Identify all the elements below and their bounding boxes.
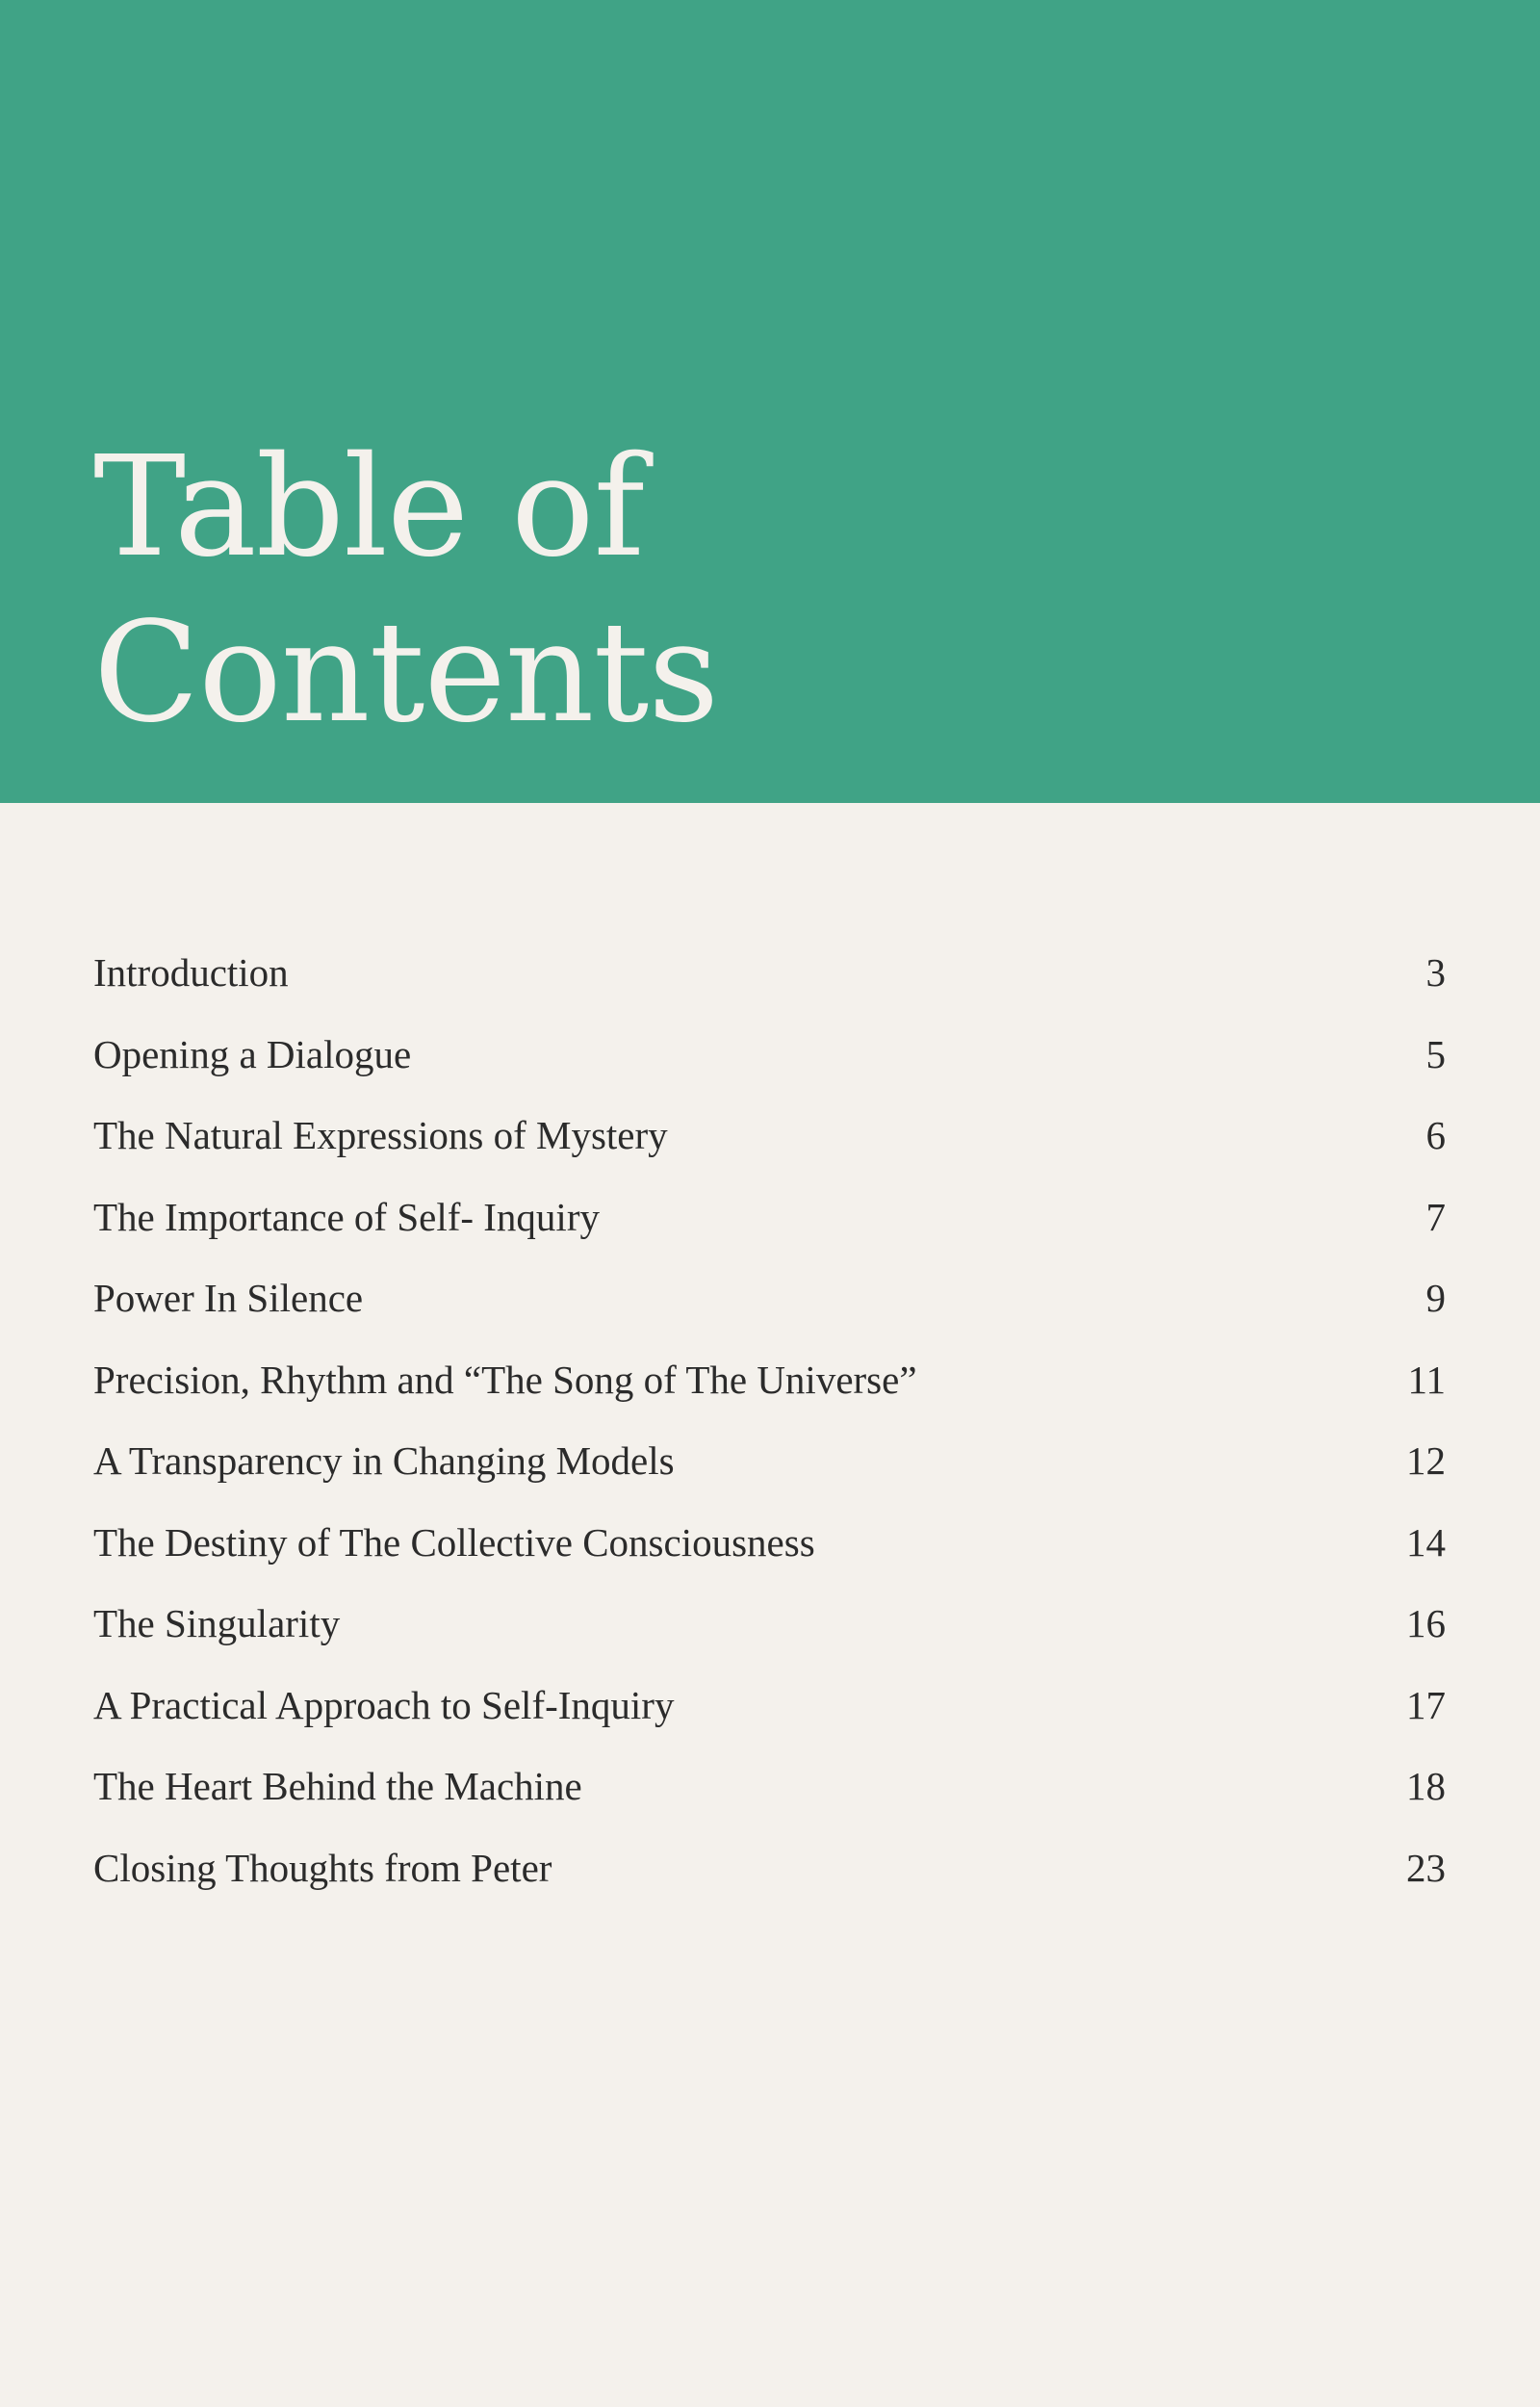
toc-entry-page: 9: [1425, 1276, 1446, 1320]
toc-entry-page: 14: [1406, 1519, 1446, 1565]
toc-entry-title: Opening a Dialogue: [93, 1031, 412, 1076]
page-title-line-1: Table of: [93, 426, 644, 587]
toc-entry-page: 3: [1425, 950, 1446, 995]
toc-entry[interactable]: [93, 943, 1446, 1024]
toc-entry[interactable]: [93, 1024, 1446, 1106]
toc-entry-title: The Destiny of The Collective Consciousness: [93, 1519, 815, 1565]
toc-entry-page: 5: [1425, 1031, 1446, 1076]
toc-entry-page: 12: [1406, 1438, 1446, 1483]
toc-entry-title: The Natural Expressions of Mystery: [93, 1113, 668, 1157]
toc-entry-page: 7: [1425, 1194, 1446, 1239]
toc-entry-title: The Singularity: [93, 1601, 341, 1645]
toc-entry[interactable]: [93, 1513, 1446, 1594]
toc-entry-title: Precision, Rhythm and “The Song of The Universe”: [93, 1357, 917, 1402]
page-title-line-2: Contents: [93, 591, 719, 753]
table-of-contents: [93, 943, 1446, 1919]
toc-entry[interactable]: [93, 1675, 1446, 1757]
toc-entry[interactable]: [93, 1350, 1446, 1432]
toc-entry[interactable]: [93, 1593, 1446, 1675]
toc-entry-page: 11: [1407, 1357, 1446, 1402]
toc-entry-title: Closing Thoughts from Peter: [93, 1845, 552, 1890]
toc-entry[interactable]: [93, 1838, 1446, 1920]
toc-entry-title: Introduction: [93, 950, 289, 995]
toc-entry-title: The Importance of Self- Inquiry: [93, 1194, 600, 1239]
toc-entry-title: A Transparency in Changing Models: [93, 1438, 675, 1483]
toc-entry[interactable]: [93, 1187, 1446, 1269]
toc-entry-page: 18: [1406, 1764, 1446, 1808]
toc-entry[interactable]: [93, 1268, 1446, 1350]
toc-entry-page: 23: [1406, 1845, 1446, 1890]
page-title: [93, 424, 1152, 755]
toc-entry-page: 6: [1425, 1113, 1446, 1157]
toc-entry-page: 17: [1406, 1682, 1446, 1727]
toc-entry-title: Power In Silence: [93, 1276, 364, 1320]
toc-entry-page: 16: [1406, 1601, 1446, 1645]
header-banner: [0, 0, 1540, 803]
toc-entry[interactable]: [93, 1431, 1446, 1513]
toc-entry-title: A Practical Approach to Self-Inquiry: [93, 1682, 675, 1727]
toc-entry[interactable]: [93, 1105, 1446, 1187]
toc-entry[interactable]: [93, 1756, 1446, 1838]
toc-entry-title: The Heart Behind the Machine: [93, 1764, 582, 1808]
